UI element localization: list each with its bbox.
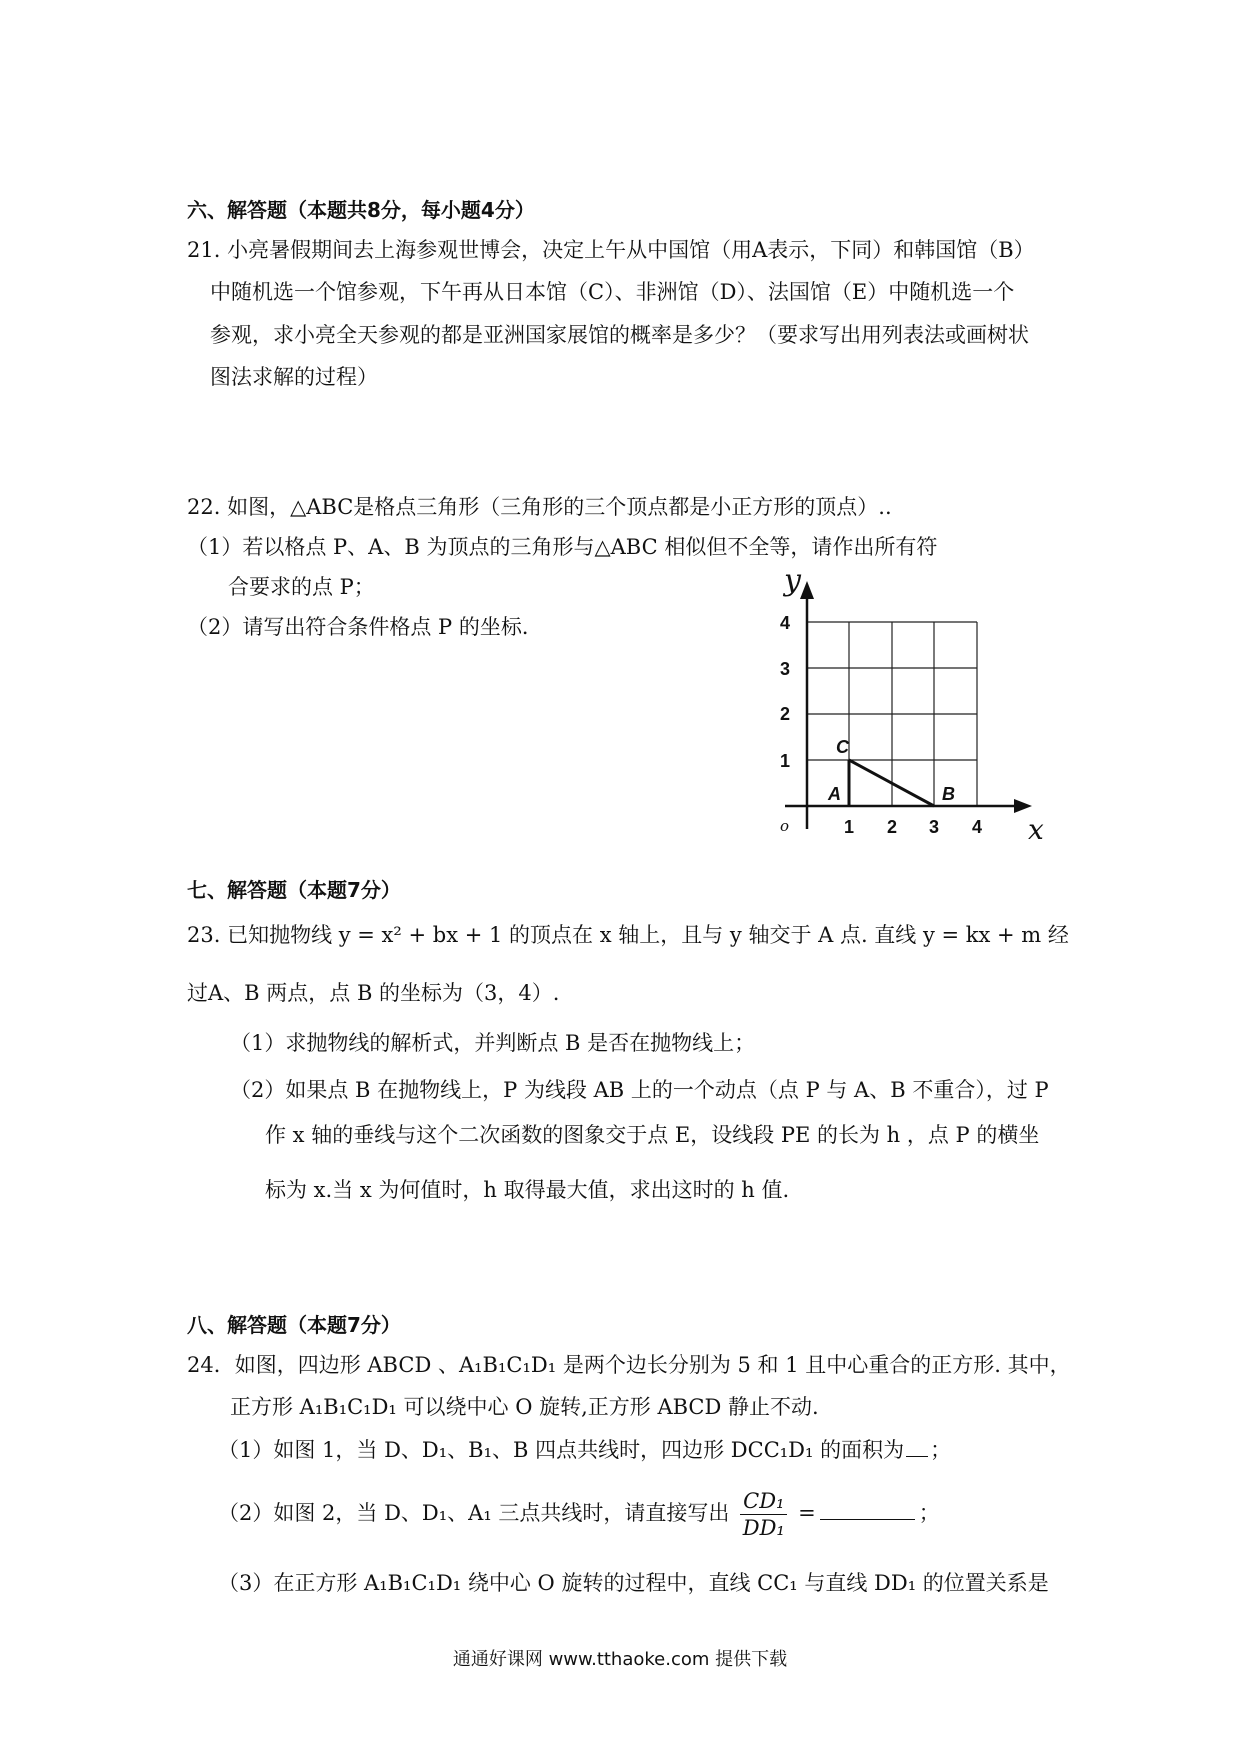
y-axis-arrow (800, 581, 814, 599)
q21-line-2: 中随机选一个馆参观，下午再从日本馆（C）、非洲馆（D）、法国馆（E）中随机选一个 (210, 280, 1015, 304)
q24-line-1: 24．如图，四边形 ABCD 、A₁B₁C₁D₁ 是两个边长分别为 5 和 1 且中心重合的正方形. 其中， (187, 1353, 1071, 1377)
x-tick-2: 2 (887, 817, 898, 837)
q24-line-2: 正方形 A₁B₁C₁D₁ 可以绕中心 O 旋转,正方形 ABCD 静止不动. (230, 1395, 819, 1419)
x-tick-1: 1 (844, 817, 855, 837)
y-tick-1: 1 (780, 751, 791, 771)
grid-lines (807, 622, 977, 806)
section-8-heading: 八、解答题（本题7分） (187, 1313, 401, 1337)
q21-line-4: 图法求解的过程） (210, 365, 378, 389)
q23-line-2: 过A、B 两点，点 B 的坐标为（3，4）. (187, 981, 560, 1005)
answer-blank-area (906, 1438, 928, 1457)
label-point-c: C (836, 737, 849, 757)
x-tick-3: 3 (929, 817, 940, 837)
ratio-fraction (740, 1488, 787, 1541)
q23-line-3: （1）求抛物线的解析式，并判断点 B 是否在抛物线上； (230, 1031, 756, 1055)
q24-part1-end: ； (930, 1438, 952, 1462)
q23-line-1: 23. 已知抛物线 y = x² + bx + 1 的顶点在 x 轴上，且与 y 轴交于 A 点. 直线 y = kx + m 经 (187, 923, 1069, 947)
q22-line-1: 22. 如图，△ABC是格点三角形（三角形的三个顶点都是小正方形的顶点）.. (187, 495, 892, 519)
q22-line-4: （2）请写出符合条件格点 P 的坐标． (187, 615, 543, 639)
q23-line-4: （2）如果点 B 在抛物线上，P 为线段 AB 上的一个动点（点 P 与 A、B 不重合），过 P (230, 1078, 1049, 1102)
fraction-numerator: CD₁ (740, 1488, 787, 1515)
q21-line-3: 参观，求小亮全天参观的都是亚洲国家展馆的概率是多少？（要求写出用列表法或画树状 (210, 323, 1029, 347)
fraction-denominator: DD₁ (742, 1516, 785, 1540)
q21-line-1: 21. 小亮暑假期间去上海参观世博会，决定上午从中国馆（用A表示，下同）和韩国馆（B） (187, 238, 1035, 262)
label-point-a: A (828, 784, 841, 804)
q22-line-3: 合要求的点 P； (228, 575, 375, 599)
q24-part1-text: （1）如图 1，当 D、D₁、B₁、B 四点共线时，四边形 DCC₁D₁ 的面积为 (218, 1438, 905, 1462)
answer-blank-ratio (820, 1501, 915, 1520)
coordinate-grid-figure (770, 567, 1060, 847)
section-6-heading: 六、解答题（本题共8分，每小题4分） (187, 198, 535, 222)
q24-line-3 (218, 1435, 951, 1465)
y-axis-label: y (784, 567, 801, 598)
q23-line-6: 标为 x.当 x 为何值时，h 取得最大值，求出这时的 h 值. (265, 1178, 790, 1202)
section-7-heading: 七、解答题（本题7分） (187, 878, 401, 902)
x-axis-arrow (1014, 799, 1032, 813)
y-tick-3: 3 (780, 659, 791, 679)
q24-line-4 (218, 1485, 940, 1541)
q23-line-5: 作 x 轴的垂线与这个二次函数的图象交于点 E，设线段 PE 的长为 h ，点 P 的横坐 (265, 1123, 1040, 1147)
q24-part2-text: （2）如图 2，当 D、D₁、A₁ 三点共线时，请直接写出 (218, 1501, 730, 1525)
y-tick-2: 2 (780, 704, 791, 724)
label-point-b: B (942, 784, 955, 804)
page-footer: 通通好课网 www.tthaoke.com 提供下载 (452, 1649, 788, 1670)
origin-label: o (780, 817, 790, 835)
q24-part2-end: ； (918, 1501, 940, 1525)
equals-sign: = (798, 1501, 816, 1525)
q22-line-2: （1）若以格点 P、A、B 为顶点的三角形与△ABC 相似但不全等，请作出所有符 (187, 535, 938, 559)
q24-line-5: （3）在正方形 A₁B₁C₁D₁ 绕中心 O 旋转的过程中，直线 CC₁ 与直线 DD₁ 的位置关系是 (218, 1571, 1049, 1595)
x-axis-label: x (1028, 813, 1044, 846)
x-tick-4: 4 (972, 817, 983, 837)
y-tick-4: 4 (780, 613, 791, 633)
